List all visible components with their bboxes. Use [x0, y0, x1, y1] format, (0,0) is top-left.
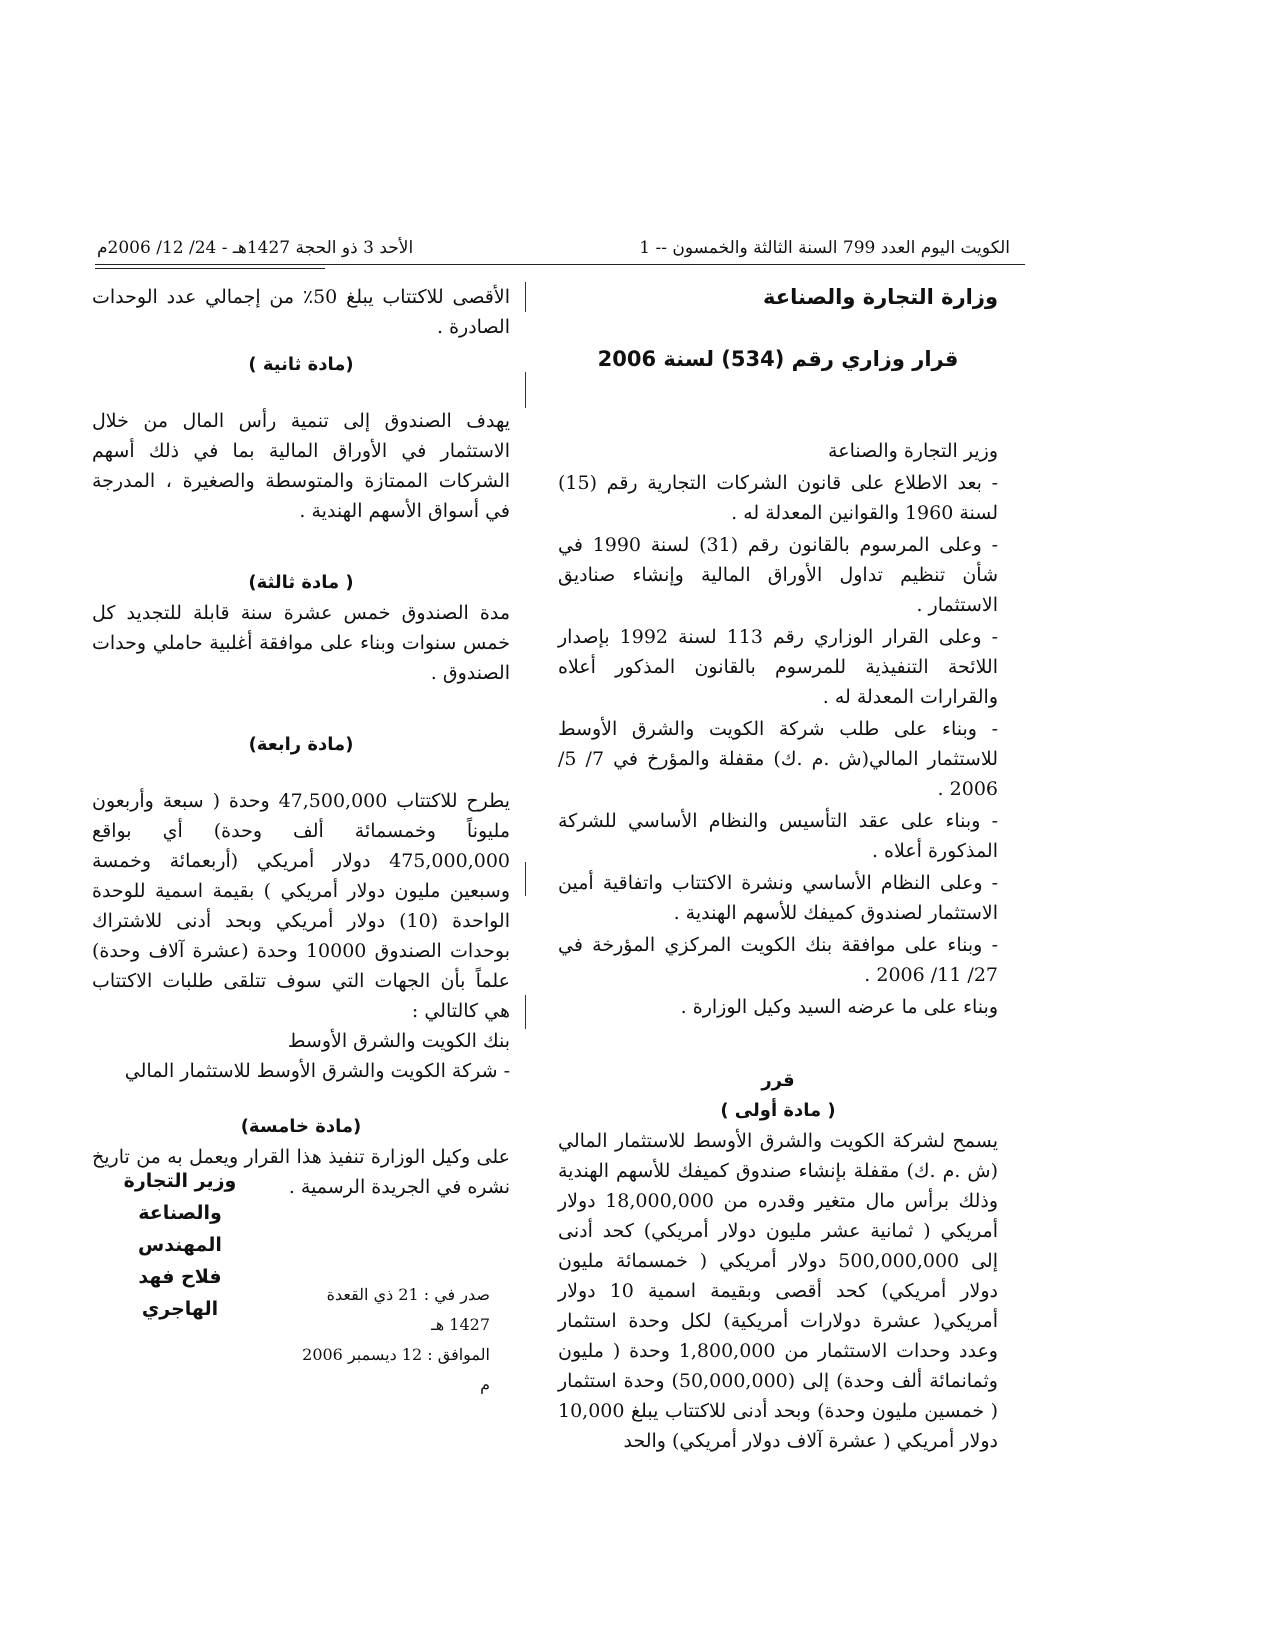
column-divider — [525, 995, 526, 1029]
signature-name: فلاح فهد الهاجري — [138, 1266, 222, 1320]
article-5-text: على وكيل الوزارة تنفيذ هذا القرار ويعمل به من تاريخ نشره في الجريدة الرسمية . — [92, 1146, 510, 1198]
preamble-item: - وعلى النظام الأساسي ونشرة الاكتتاب واتفاقية أمين الاستثمار لصندوق كميفك للأسهم الهندية . — [558, 872, 998, 924]
article-1-continuation: الأقصى للاكتتاب يبلغ 50٪ من إجمالي عدد الوحدات الصادرة . — [92, 286, 510, 338]
article-4-heading: (مادة رابعة) — [248, 734, 354, 755]
decided-heading: قرر — [761, 1070, 795, 1091]
article-2-text: يهدف الصندوق إلى تنمية رأس المال من خلال الاستثمار في الأوراق المالية بما في ذلك أسهم الشركات الممتازة والمتوسطة والصغيرة ، المدرجة في أسواق الأسهم الهندية . — [92, 410, 510, 522]
header-issue-info: الكويت اليوم العدد 799 السنة الثالثة والخمسون -- 1 — [639, 238, 1010, 258]
article-2-heading: (مادة ثانية ) — [248, 354, 354, 375]
issued-hijri: صدر في : 21 ذي القعدة 1427 هـ — [326, 1285, 490, 1334]
article-4-text: يطرح للاكتتاب 47,500,000 وحدة ( سبعة وأربعون مليوناً وخمسمائة ألف وحدة) أي بواقع 475,000,000 دولار أمريكي (أربعمائة وخمسة وسبعين مليون دولار أمريكي ) بقيمة اسمية للوحدة الواحدة (10) دولار أمريكي وبحد أدنى للاشتراك بوحدات الصندوق 10000 وحدة (عشرة آلاف وحدة) علماً بأن الجهات التي سوف تتلقى طلبات الاكتتاب هي كالتالي : — [92, 790, 511, 1022]
decree-title: قرار وزاري رقم (534) لسنة 2006 — [597, 347, 959, 371]
preamble-minister: وزير التجارة والصناعة — [828, 440, 998, 462]
article-4-item: - شركة الكويت والشرق الأوسط للاستثمار المالي — [124, 1060, 510, 1082]
article-1-text: يسمح لشركة الكويت والشرق الأوسط للاستثمار المالي (ش .م .ك) مقفلة بإنشاء صندوق كميفك للأسهم الهندية وذلك برأس مال متغير وقدره من 18,000,000 دولار أمريكي ( ثمانية عشر مليون دولار أمريكي) كحد أدنى إلى 500,000,000 دولار أمريكي ( خمسمائة مليون دولار أمريكي) كحد أقصى وبقيمة اسمية 10 دولار أمريكي( عشرة دولارات أمريكية) لكل وحدة استثمار وعدد وحدات الاستثمار من 1,800,000 وحدة ( مليون وثمانمائة ألف وحدة) إلى (50,000,000) وحدة استثمار ( خمسين مليون وحدة) وبحد أدنى للاكتتاب يبلغ 10,000 دولار أمريكي ( عشرة آلاف دولار أمريكي) والحد — [558, 1130, 998, 1452]
article-1-heading: ( مادة أولى ) — [720, 1100, 836, 1121]
preamble-item: - وبناء على موافقة بنك الكويت المركزي المؤرخة في 27/ 11/ 2006 . — [558, 934, 998, 986]
signature-rank: المهندس — [138, 1234, 222, 1256]
column-divider — [525, 282, 526, 312]
header-date: الأحد 3 ذو الحجة 1427هـ - 24/ 12/ 2006م — [97, 238, 414, 258]
preamble-item: وبناء على ما عرضه السيد وكيل الوزارة . — [680, 996, 998, 1018]
article-3-text: مدة الصندوق خمس عشرة سنة قابلة للتجديد كل خمس سنوات وبناء على موافقة أغلبية حاملي وحدات الصندوق . — [92, 602, 510, 684]
article-5-heading: (مادة خامسة) — [240, 1116, 362, 1137]
issue-date-block — [290, 1280, 490, 1400]
article-4-item: بنك الكويت والشرق الأوسط — [287, 1030, 510, 1052]
column-divider — [525, 372, 526, 408]
right-column — [558, 282, 998, 1456]
signature-block — [100, 1165, 260, 1325]
ministry-name: وزارة التجارة والصناعة — [763, 285, 998, 309]
article-3-heading: ( مادة ثالثة) — [248, 572, 354, 593]
preamble-item: - وعلى القرار الوزاري رقم 113 لسنة 1992 بإصدار اللائحة التنفيذية للمرسوم بالقانون المذكور أعلاه والقرارات المعدلة له . — [558, 626, 998, 708]
header-rule-short — [95, 268, 325, 269]
preamble-item: - وبناء على عقد التأسيس والنظام الأساسي للشركة المذكورة أعلاه . — [558, 810, 998, 862]
left-column — [92, 282, 510, 1202]
issued-gregorian: الموافق : 12 ديسمبر 2006 م — [302, 1345, 490, 1394]
preamble-item: - وبناء على طلب شركة الكويت والشرق الأوسط للاستثمار المالي(ش .م .ك) مقفلة والمؤرخ في 7/ 5/ 2006 . — [558, 718, 998, 800]
preamble-item: - بعد الاطلاع على قانون الشركات التجارية رقم (15) لسنة 1960 والقوانين المعدلة له . — [558, 472, 998, 524]
preamble-item: - وعلى المرسوم بالقانون رقم (31) لسنة 1990 في شأن تنظيم تداول الأوراق المالية وإنشاء صناديق الاستثمار . — [558, 534, 998, 616]
header-rule — [95, 264, 1025, 265]
column-divider — [525, 862, 526, 896]
signature-title: وزير التجارة والصناعة — [123, 1170, 237, 1224]
